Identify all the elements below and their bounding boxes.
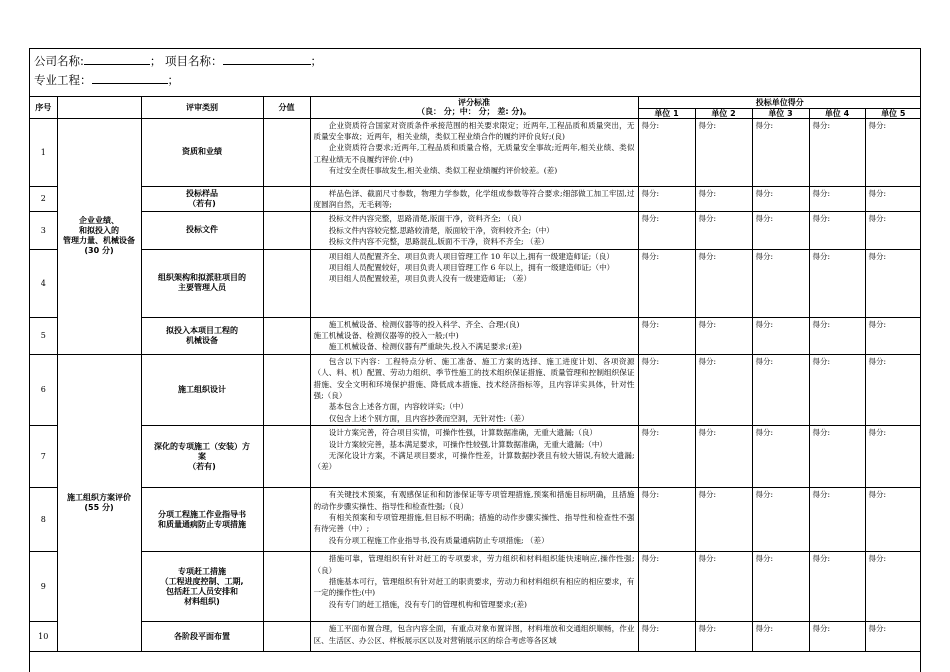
standard-line: 包含以下内容：工程特点分析、施工准备、施工方案的选择、施工进度计划、各项资源（人、料、机）配置、劳动力组织、季节性施工的技术组织保证措施、质量管理和控制组织保证措施、安全文明和环境保护措施、降低成本措施、技术经济指标等，且内容详实具体，针对性强;（良）	[313, 356, 635, 400]
bidder-4-score[interactable]: 得分:	[809, 622, 865, 652]
row-item: 拟投入本项目工程的 机械设备	[141, 317, 263, 354]
row-weight[interactable]	[263, 249, 310, 317]
row-weight[interactable]	[263, 552, 310, 622]
row-weight[interactable]	[263, 622, 310, 652]
project-name-label: 项目名称：	[165, 54, 223, 68]
bidder-4-score[interactable]: 得分:	[809, 317, 865, 354]
standard-line: 没有专门的赶工措施，没有专门的管理机构和管理要求;(差)	[328, 599, 528, 609]
bidder-4-score[interactable]: 得分:	[809, 552, 865, 622]
bidder-3-score[interactable]: 得分:	[752, 622, 809, 652]
row-seq: 3	[30, 212, 57, 249]
header-separator: ；	[167, 73, 179, 87]
col-header-standard	[310, 97, 638, 118]
standard-line: 投标文件内容不完整，思路混乱,版面不干净，资料不齐全; （差）	[328, 237, 549, 247]
bidder-5-score[interactable]: 得分:	[865, 426, 921, 488]
standard-line: 企业资质符合国家对资质条件承接范围的相关要求限定；近两年,工程品质和质量突出，无质量安全事故；近两年，相关业绩，类似工程业绩合作的履约评价良好;(良)	[313, 120, 635, 141]
bidder-2-header: 单位 2	[695, 108, 752, 118]
bidder-3-score[interactable]: 得分:	[752, 212, 809, 249]
specialty-label: 专业工程：	[34, 73, 92, 87]
standard-line: 设计方案较完善，基本满足要求，可操作性较强,计算数据准确，无重大遗漏;（中）	[328, 439, 608, 449]
bidder-5-score[interactable]: 得分:	[865, 118, 921, 186]
bidder-1-score[interactable]: 得分:	[638, 317, 695, 354]
bidder-2-score[interactable]: 得分:	[695, 354, 752, 425]
category-cell: 企业业绩、 和拟投入的 管理力量、机械设备 (30 分)	[57, 118, 141, 354]
row-weight[interactable]	[263, 186, 310, 212]
row-seq: 5	[30, 317, 57, 354]
row-item: 投标样品 （若有)	[141, 186, 263, 212]
table-row	[30, 249, 921, 317]
bidder-2-score[interactable]: 得分:	[695, 317, 752, 354]
bidder-1-score[interactable]: 得分:	[638, 488, 695, 552]
row-standard	[310, 552, 638, 622]
table-row	[30, 212, 921, 249]
bidder-1-score[interactable]: 得分:	[638, 212, 695, 249]
bidder-4-score[interactable]: 得分:	[809, 249, 865, 317]
bidder-5-score[interactable]: 得分:	[865, 488, 921, 552]
standard-line: 样品色泽、截面尺寸参数，物理力学参数，化学组成参数等符合要求;细部做工加工牢固,过度圆润自然，无毛刺等;	[313, 188, 635, 209]
bidder-5-score[interactable]: 得分:	[865, 354, 921, 425]
row-standard	[310, 426, 643, 488]
bidder-3-score[interactable]: 得分:	[752, 426, 809, 488]
header-separator: ；	[310, 54, 323, 68]
bidder-4-score[interactable]: 得分:	[809, 488, 865, 552]
row-weight[interactable]	[263, 118, 310, 186]
table-row	[30, 426, 921, 488]
bidder-4-score[interactable]: 得分:	[809, 186, 865, 212]
row-seq: 4	[30, 249, 57, 317]
bidder-4-score[interactable]: 得分:	[809, 212, 865, 249]
row-seq: 1	[30, 118, 57, 186]
header-line-specialty	[34, 71, 916, 90]
standard-line: 施工平面布置合理，包含内容全面，有重点对象布置详图，材料堆放和交通组织顺畅，作业区、生活区、办公区、样板展示区以及对营销展示区的综合考虑等各区域	[313, 624, 635, 645]
row-weight[interactable]	[263, 488, 310, 552]
standard-title: 评分标准	[458, 98, 490, 108]
col-header-bidders: 投标单位得分	[638, 97, 921, 108]
row-standard	[310, 622, 638, 652]
bidder-4-header: 单位 4	[809, 108, 865, 118]
row-standard	[310, 488, 638, 552]
company-name-field[interactable]	[84, 52, 150, 65]
col-header-weight: 分值	[263, 97, 310, 118]
specialty-field[interactable]	[92, 71, 168, 84]
row-seq: 8	[30, 488, 57, 552]
standard-line: 项目组人员配置齐全、项目负责人项目管理工作 10 年以上,拥有一级建造师证;（良）	[328, 251, 614, 261]
bidder-1-score[interactable]: 得分:	[638, 249, 695, 317]
standard-line: 有相关预案和专项管理措施,但目标不明确；措施的动作步骤实操性、指导性和检查性不强有待完善（中）;	[313, 513, 635, 534]
header-separator: ；	[149, 54, 162, 68]
table-row	[30, 186, 921, 212]
table-row	[30, 622, 921, 652]
row-item: 深化的专项施工（安装）方 案 （若有)	[141, 426, 263, 488]
bidder-5-score[interactable]: 得分:	[865, 622, 921, 652]
bidder-1-header: 单位 1	[638, 108, 695, 118]
header-line-company-project	[34, 52, 916, 71]
bidder-5-score[interactable]: 得分:	[865, 552, 921, 622]
bidder-1-score[interactable]: 得分:	[638, 552, 695, 622]
bidder-3-score[interactable]: 得分:	[752, 118, 809, 186]
standard-line: 有关键技术预案，有观感保证和和防渗保证等专项管理措施,预案和措施目标明确，且措施的动作步骤实操性、指导性和检查性强;（良）	[313, 490, 635, 511]
bidder-5-score[interactable]: 得分:	[865, 249, 921, 317]
col-header-item: 评审类别	[141, 97, 263, 118]
row-seq: 9	[30, 552, 57, 622]
standard-line: 措施基本可行，管理组织有针对赶工的职责要求，劳动力和材料组织有相应的相应要求，有一定的操作性;(中)	[313, 577, 635, 598]
category-cell: 施工组织方案评价 (55 分)	[57, 354, 141, 651]
row-seq: 2	[30, 186, 57, 212]
bidder-5-header: 单位 5	[865, 108, 921, 118]
standard-line: 施工机械设备、检测仪器等的投入科学、齐全、合理;(良)	[328, 319, 520, 329]
standard-line: 没有分项工程施工作业指导书,没有质量通病防止专项措施; （差）	[328, 535, 549, 545]
company-name-label: 公司名称:	[34, 54, 84, 68]
standard-line: 投标文件内容较完整,思路较清楚，版面较干净，资料较齐全;（中）	[328, 225, 554, 235]
standard-line: 措施可靠，管理组织有针对赶工的专项要求，劳力组织和材料组织能快速响应,操作性强;（良）	[313, 554, 635, 575]
row-item: 专项赶工措施 （工程进度控制、工期, 包括赶工人员安排和 材料组织)	[141, 552, 263, 622]
bidder-5-score[interactable]: 得分:	[865, 186, 921, 212]
bidder-3-header: 单位 3	[752, 108, 809, 118]
bidder-2-score[interactable]: 得分:	[695, 426, 752, 488]
bidder-2-score[interactable]: 得分:	[695, 249, 752, 317]
bidder-2-score[interactable]: 得分:	[695, 212, 752, 249]
bidder-2-score[interactable]: 得分:	[695, 488, 752, 552]
row-item: 各阶段平面布置	[141, 622, 263, 652]
table-row	[30, 354, 921, 425]
bidder-3-score[interactable]: 得分:	[752, 186, 809, 212]
table-row	[30, 317, 921, 354]
standard-line: 项目组人员配置较好，项目负责人项目管理工作 6 年以上，拥有一级建造师证;（中）	[328, 262, 615, 272]
row-item: 组织架构和拟派驻项目的 主要管理人员	[141, 249, 263, 317]
bidder-2-score[interactable]: 得分:	[695, 186, 752, 212]
row-standard	[310, 354, 638, 425]
row-standard	[310, 186, 638, 212]
evaluation-sheet	[29, 48, 921, 672]
row-item: 资质和业绩	[141, 118, 263, 186]
bidder-1-score[interactable]: 得分:	[638, 118, 695, 186]
row-weight[interactable]	[263, 426, 310, 488]
row-standard	[310, 249, 638, 317]
bidder-2-score[interactable]: 得分:	[695, 622, 752, 652]
standard-line: 无深化设计方案，不满足项目要求，可操作性差，计算数据抄袭且有较大错误,有较大遗漏; （差）	[313, 451, 643, 472]
table-row	[30, 488, 921, 552]
row-standard	[310, 317, 638, 354]
table-row	[30, 118, 921, 186]
project-name-field[interactable]	[223, 52, 311, 65]
standard-subtitle: （良： 分；中： 分； 差: 分)。	[417, 107, 531, 117]
form-header	[30, 49, 920, 97]
evaluation-table	[30, 97, 921, 652]
table-header-row	[30, 97, 921, 108]
bidder-4-score[interactable]: 得分:	[809, 426, 865, 488]
bidder-1-score[interactable]: 得分:	[638, 354, 695, 425]
standard-line: 施工机械设备、检测仪器有严重缺失,投入不满足要求;(差)	[328, 342, 522, 352]
standard-line: 企业资质符合要求;近两年,工程品质和质量合格，无质量安全事故;近两年,相关业绩、类似工程业绩无不良履约评价.(中)	[313, 143, 635, 164]
standard-line: 设计方案完善，符合项目实情，可操作性强，计算数据准确，无重大遗漏;（良）	[328, 428, 598, 438]
bidder-2-score[interactable]: 得分:	[695, 118, 752, 186]
col-header-seq: 序号	[30, 97, 57, 118]
bidder-1-score[interactable]: 得分:	[638, 426, 695, 488]
row-weight[interactable]	[263, 212, 310, 249]
col-header-category	[57, 97, 141, 118]
bidder-3-score[interactable]: 得分:	[752, 488, 809, 552]
standard-line: 仅包含上述个别方面，且内容抄袭而空洞，无针对性:（差）	[328, 413, 529, 423]
bidder-3-score[interactable]: 得分:	[752, 552, 809, 622]
row-item: 分项工程施工作业指导书 和质量通病防止专项措施	[141, 488, 263, 552]
row-seq: 7	[30, 426, 57, 488]
bidder-3-score[interactable]: 得分:	[752, 354, 809, 425]
row-weight[interactable]	[263, 317, 310, 354]
table-body	[30, 118, 921, 652]
bidder-3-score[interactable]: 得分:	[752, 317, 809, 354]
bidder-5-score[interactable]: 得分:	[865, 212, 921, 249]
row-standard	[310, 118, 638, 186]
bidder-3-score[interactable]: 得分:	[752, 249, 809, 317]
bidder-1-score[interactable]: 得分:	[638, 622, 695, 652]
standard-line: 施工机械设备、检测仪器等的投入一般;(中)	[313, 330, 459, 340]
bidder-4-score[interactable]: 得分:	[809, 354, 865, 425]
row-weight[interactable]	[263, 354, 310, 425]
row-item: 施工组织设计	[141, 354, 263, 425]
standard-line: 投标文件内容完整，思路清楚,版面干净，资料齐全; （良）	[328, 214, 526, 224]
bidder-1-score[interactable]: 得分:	[638, 186, 695, 212]
bidder-4-score[interactable]: 得分:	[809, 118, 865, 186]
table-row	[30, 552, 921, 622]
standard-line: 项目组人员配置较差，项目负责人没有一级建造师证; （差）	[328, 274, 532, 284]
row-seq: 10	[30, 622, 57, 652]
row-seq: 6	[30, 354, 57, 425]
row-item: 投标文件	[141, 212, 263, 249]
bidder-2-score[interactable]: 得分:	[695, 552, 752, 622]
standard-line: 基本包含上述各方面，内容较详实;（中）	[328, 402, 468, 412]
standard-line: 有过安全责任事故发生,相关业绩、类似工程业绩履约评价较差。(差)	[328, 166, 558, 176]
row-standard	[310, 212, 638, 249]
bidder-5-score[interactable]: 得分:	[865, 317, 921, 354]
